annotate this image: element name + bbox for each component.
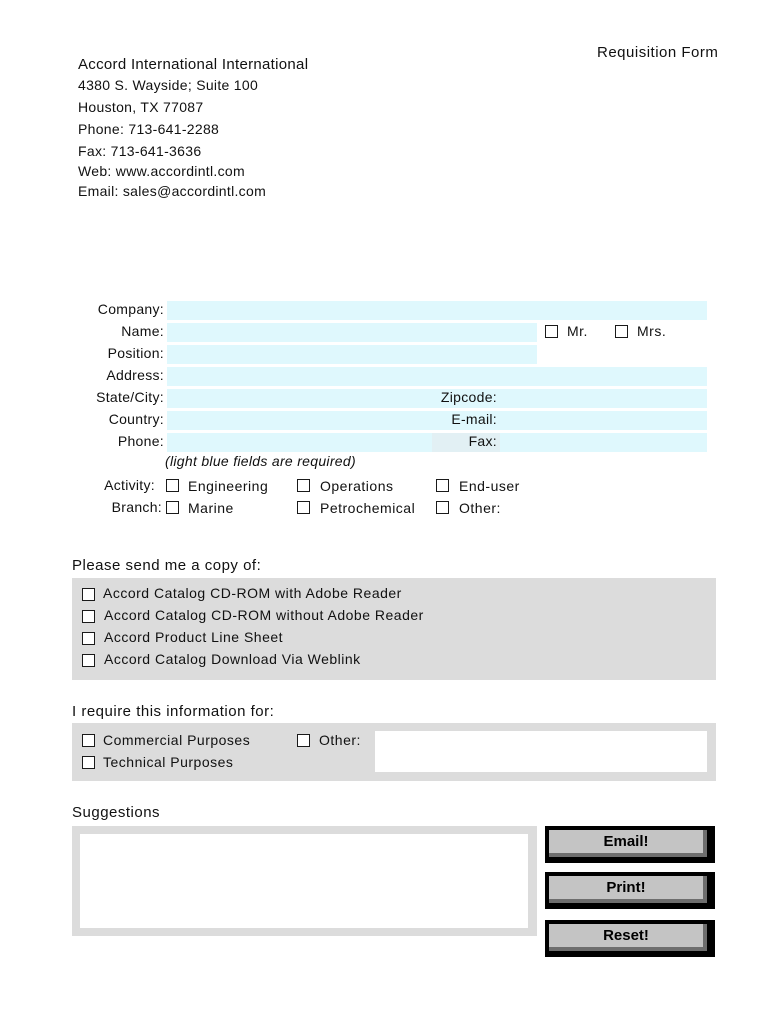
suggestions-box xyxy=(72,826,537,936)
email-button[interactable]: Email! xyxy=(549,830,707,857)
operations-checkbox[interactable] xyxy=(297,479,310,492)
marine-checkbox[interactable] xyxy=(166,501,179,514)
company-email: Email: sales@accordintl.com xyxy=(78,183,267,199)
other-purpose-label: Other: xyxy=(319,732,361,748)
mr-label: Mr. xyxy=(567,323,588,339)
state-city-field[interactable] xyxy=(167,389,432,408)
address-line-1: 4380 S. Wayside; Suite 100 xyxy=(78,77,259,93)
marine-label: Marine xyxy=(188,500,234,516)
engineering-checkbox[interactable] xyxy=(166,479,179,492)
address-field[interactable] xyxy=(167,367,707,386)
zipcode-label: Zipcode: xyxy=(440,389,497,405)
print-button-frame xyxy=(545,872,715,909)
reset-button-frame xyxy=(545,920,715,957)
required-fields-note: (light blue fields are required) xyxy=(165,453,356,469)
email-field[interactable] xyxy=(500,411,707,430)
mrs-label: Mrs. xyxy=(637,323,667,339)
purpose-box xyxy=(72,723,716,781)
suggestions-title: Suggestions xyxy=(72,804,161,821)
suggestions-field[interactable] xyxy=(80,834,528,928)
other-branch-checkbox[interactable] xyxy=(436,501,449,514)
catalog-download-checkbox[interactable] xyxy=(82,654,95,667)
purpose-title: I require this information for: xyxy=(72,703,275,720)
company-name: Accord International International xyxy=(78,56,309,73)
technical-purposes-label: Technical Purposes xyxy=(103,754,234,770)
end-user-checkbox[interactable] xyxy=(436,479,449,492)
form-title: Requisition Form xyxy=(597,44,719,61)
address-label: Address: xyxy=(106,367,164,383)
company-label: Company: xyxy=(97,301,164,317)
petrochemical-label: Petrochemical xyxy=(320,500,416,516)
position-label: Position: xyxy=(107,345,164,361)
position-field[interactable] xyxy=(167,345,537,364)
copy-request-box xyxy=(72,578,716,680)
product-line-sheet-checkbox[interactable] xyxy=(82,632,95,645)
company-field[interactable] xyxy=(167,301,707,320)
petrochemical-checkbox[interactable] xyxy=(297,501,310,514)
email-button-frame xyxy=(545,826,715,863)
product-line-sheet-label: Accord Product Line Sheet xyxy=(104,629,284,645)
engineering-label: Engineering xyxy=(188,478,269,494)
name-field[interactable] xyxy=(167,323,537,342)
reset-button[interactable]: Reset! xyxy=(549,924,707,951)
address-line-2: Houston, TX 77087 xyxy=(78,99,204,115)
phone-field[interactable] xyxy=(167,433,432,452)
commercial-purposes-label: Commercial Purposes xyxy=(103,732,251,748)
cdrom-with-reader-checkbox[interactable] xyxy=(82,588,95,601)
name-label: Name: xyxy=(121,323,164,339)
mrs-checkbox[interactable] xyxy=(615,325,628,338)
fax-label: Fax: xyxy=(468,433,497,449)
activity-label: Activity: xyxy=(104,477,155,493)
copy-request-title: Please send me a copy of: xyxy=(72,557,262,574)
company-fax: Fax: 713-641-3636 xyxy=(78,143,202,159)
email-label: E-mail: xyxy=(451,411,497,427)
commercial-purposes-checkbox[interactable] xyxy=(82,734,95,747)
zipcode-field[interactable] xyxy=(500,389,707,408)
company-web: Web: www.accordintl.com xyxy=(78,163,245,179)
fax-field[interactable] xyxy=(500,433,707,452)
operations-label: Operations xyxy=(320,478,394,494)
state-city-label: State/City: xyxy=(96,389,164,405)
phone-label: Phone: xyxy=(117,433,164,449)
other-purpose-field[interactable] xyxy=(375,731,707,772)
other-purpose-checkbox[interactable] xyxy=(297,734,310,747)
end-user-label: End-user xyxy=(459,478,520,494)
other-branch-label: Other: xyxy=(459,500,501,516)
cdrom-without-reader-label: Accord Catalog CD-ROM without Adobe Reader xyxy=(104,607,424,623)
country-field[interactable] xyxy=(167,411,432,430)
technical-purposes-checkbox[interactable] xyxy=(82,756,95,769)
cdrom-with-reader-label: Accord Catalog CD-ROM with Adobe Reader xyxy=(103,585,402,601)
catalog-download-label: Accord Catalog Download Via Weblink xyxy=(104,651,361,667)
branch-label: Branch: xyxy=(111,499,162,515)
print-button[interactable]: Print! xyxy=(549,876,707,903)
country-label: Country: xyxy=(108,411,164,427)
mr-checkbox[interactable] xyxy=(545,325,558,338)
cdrom-without-reader-checkbox[interactable] xyxy=(82,610,95,623)
company-phone: Phone: 713-641-2288 xyxy=(78,121,220,137)
